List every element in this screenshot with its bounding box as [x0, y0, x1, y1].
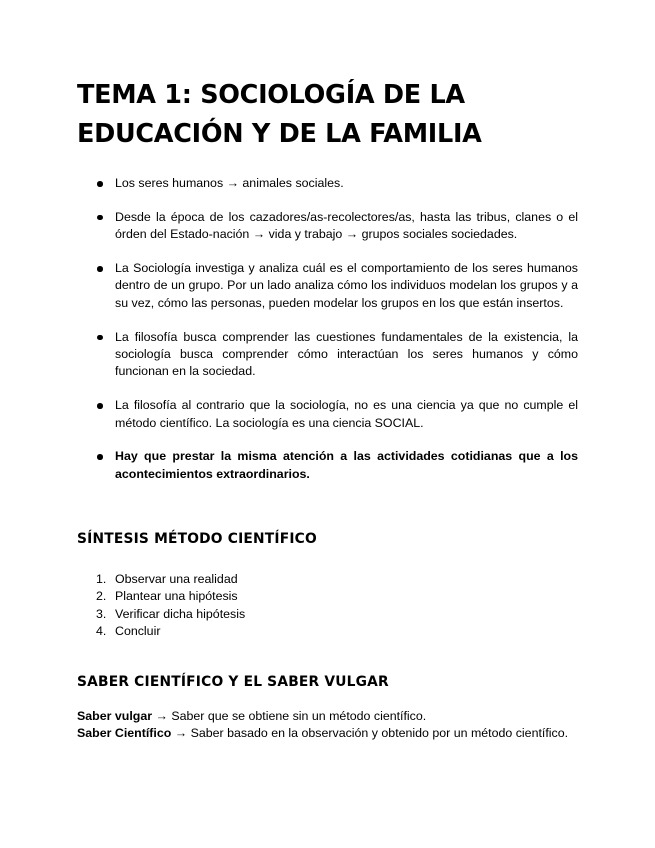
- definition-vulgar-text: → Saber que se obtiene sin un método científico.: [152, 709, 427, 723]
- step-text: Verificar dicha hipótesis: [115, 606, 246, 621]
- bullet-list: [77, 175, 578, 500]
- definition-vulgar: [77, 708, 578, 725]
- page-title: TEMA 1: SOCIOLOGÍA DE LA EDUCACIÓN Y DE LA FAMILIA: [77, 80, 482, 149]
- bullet-item: [77, 329, 578, 381]
- bullet-text: Los seres humanos → animales sociales.: [115, 176, 344, 190]
- term-vulgar: Saber vulgar: [77, 709, 153, 723]
- section-heading-saber: SABER CIENTÍFICO Y EL SABER VULGAR: [77, 674, 389, 690]
- step-number: 3.: [96, 606, 107, 621]
- step-number: 2.: [96, 589, 107, 604]
- definition-cientifico-text: → Saber basado en la observación y obtenido por un método científico.: [171, 726, 569, 741]
- step-item: [77, 606, 578, 623]
- bullet-dot-icon: [97, 454, 103, 460]
- bullet-text: Hay que prestar la misma atención a las actividades cotidianas que a los acontecimientos extraordinarios.: [115, 449, 578, 481]
- step-text: Plantear una hipótesis: [115, 589, 238, 604]
- bullet-text: La filosofía busca comprender las cuestiones fundamentales de la existencia, la sociología busca comprender cómo interactúan los seres humanos y cómo funcionan en la sociedad.: [115, 329, 578, 379]
- bullet-text: La Sociología investiga y analiza cuál es el comportamiento de los seres humanos dentro de un grupo. Por un lado analiza cómo los individuos modelan los grupos y a su vez, cómo las personas, pueden modelar los grupos en los que están insertos.: [115, 261, 578, 310]
- bullet-dot-icon: [97, 266, 103, 272]
- bullet-item: [77, 397, 578, 432]
- bullet-item: [77, 209, 578, 244]
- bullet-dot-icon: [97, 335, 103, 341]
- step-item: [77, 571, 578, 588]
- bullet-text: Desde la época de los cazadores/as-recolectores/as, hasta las tribus, clanes o el órden del Estado-nación → vida y trabajo → grupos sociales sociedades.: [115, 209, 578, 242]
- step-text: Concluir: [115, 624, 161, 639]
- steps-list: [77, 571, 578, 641]
- bullet-text: La filosofía al contrario que la sociología, no es una ciencia ya que no cumple el método científico. La sociología es una ciencia SOCIAL.: [115, 398, 578, 430]
- section-heading-metodo: SÍNTESIS MÉTODO CIENTÍFICO: [77, 531, 317, 547]
- definition-cientifico: [77, 725, 578, 742]
- bullet-dot-icon: [97, 181, 103, 187]
- step-text: Observar una realidad: [115, 572, 238, 586]
- step-item: [77, 588, 578, 605]
- bullet-item: [77, 175, 578, 192]
- bullet-dot-icon: [97, 215, 103, 221]
- step-number: 4.: [96, 624, 107, 639]
- bullet-item-bold: [77, 448, 578, 483]
- bullet-dot-icon: [97, 403, 103, 409]
- term-cientifico: Saber Científico: [77, 726, 172, 741]
- step-item: [77, 623, 578, 640]
- step-number: 1.: [96, 572, 107, 586]
- definitions: [77, 708, 578, 743]
- bullet-item: [77, 260, 578, 312]
